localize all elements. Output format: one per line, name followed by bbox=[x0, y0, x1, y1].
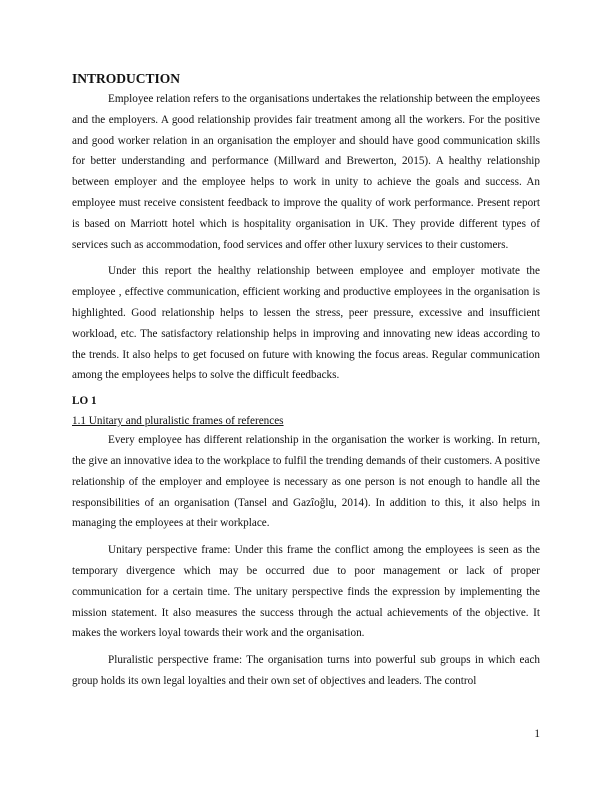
section-paragraph-1: Every employee has different relationship in the organisation the worker is working. In return, the give an innovative idea to the workplace to fulfil the trending demands of their customers. A positive relationship of the employer and employee is necessary as one person is not enough to handle all the responsibilities of an organisation (Tansel and Gazîoğlu, 2014). In addition to this, it also helps in managing the employees at their workplace. bbox=[72, 434, 540, 530]
page-content bbox=[72, 70, 540, 698]
lo-label: LO 1 bbox=[72, 395, 97, 408]
intro-paragraph-2: Under this report the healthy relationship between employee and employer motivate the employee , effective communication, efficient working and productive employees in the organisation is highlighted. Good relationship helps to lessen the stress, peer pressure, excessive and insufficient workload, etc. The satisfactory relationship helps in improving and innovating new ideas according to the trends. It also helps to get focused on future with knowing the focus areas. Regular communication among the employees helps to solve the difficult feedbacks. bbox=[72, 265, 540, 382]
page-number: 1 bbox=[534, 728, 540, 740]
section-subheading: 1.1 Unitary and pluralistic frames of references bbox=[72, 415, 284, 428]
intro-paragraph-1: Employee relation refers to the organisations undertakes the relationship between the employees and the employers. A good relationship provides fair treatment among all the workers. For the positive and good worker relation in an organisation the employer and should have good communication skills for better understanding and performance (Millward and Brewerton, 2015). A healthy relationship between employer and the employee helps to work in unity to achieve the goals and success. An employee must receive consistent feedback to improve the quality of work performance. Present report is based on Marriott hotel which is hospitality organisation in UK. They provide different types of services such as accommodation, food services and offer other luxury services to their customers. bbox=[72, 93, 540, 251]
introduction-heading: INTRODUCTION bbox=[72, 71, 181, 86]
unitary-paragraph: Unitary perspective frame: Under this frame the conflict among the employees is seen as the temporary divergence which may be occurred due to poor management or lack of proper communication for a certain time. The unitary perspective finds the expression by implementing the mission statement. It also measures the success through the actual achievements of the objective. It makes the workers loyal towards their work and the organisation. bbox=[72, 544, 540, 640]
pluralistic-paragraph: Pluralistic perspective frame: The organisation turns into powerful sub groups in which each group holds its own legal loyalties and their own set of objectives and leaders. The control bbox=[72, 654, 540, 687]
